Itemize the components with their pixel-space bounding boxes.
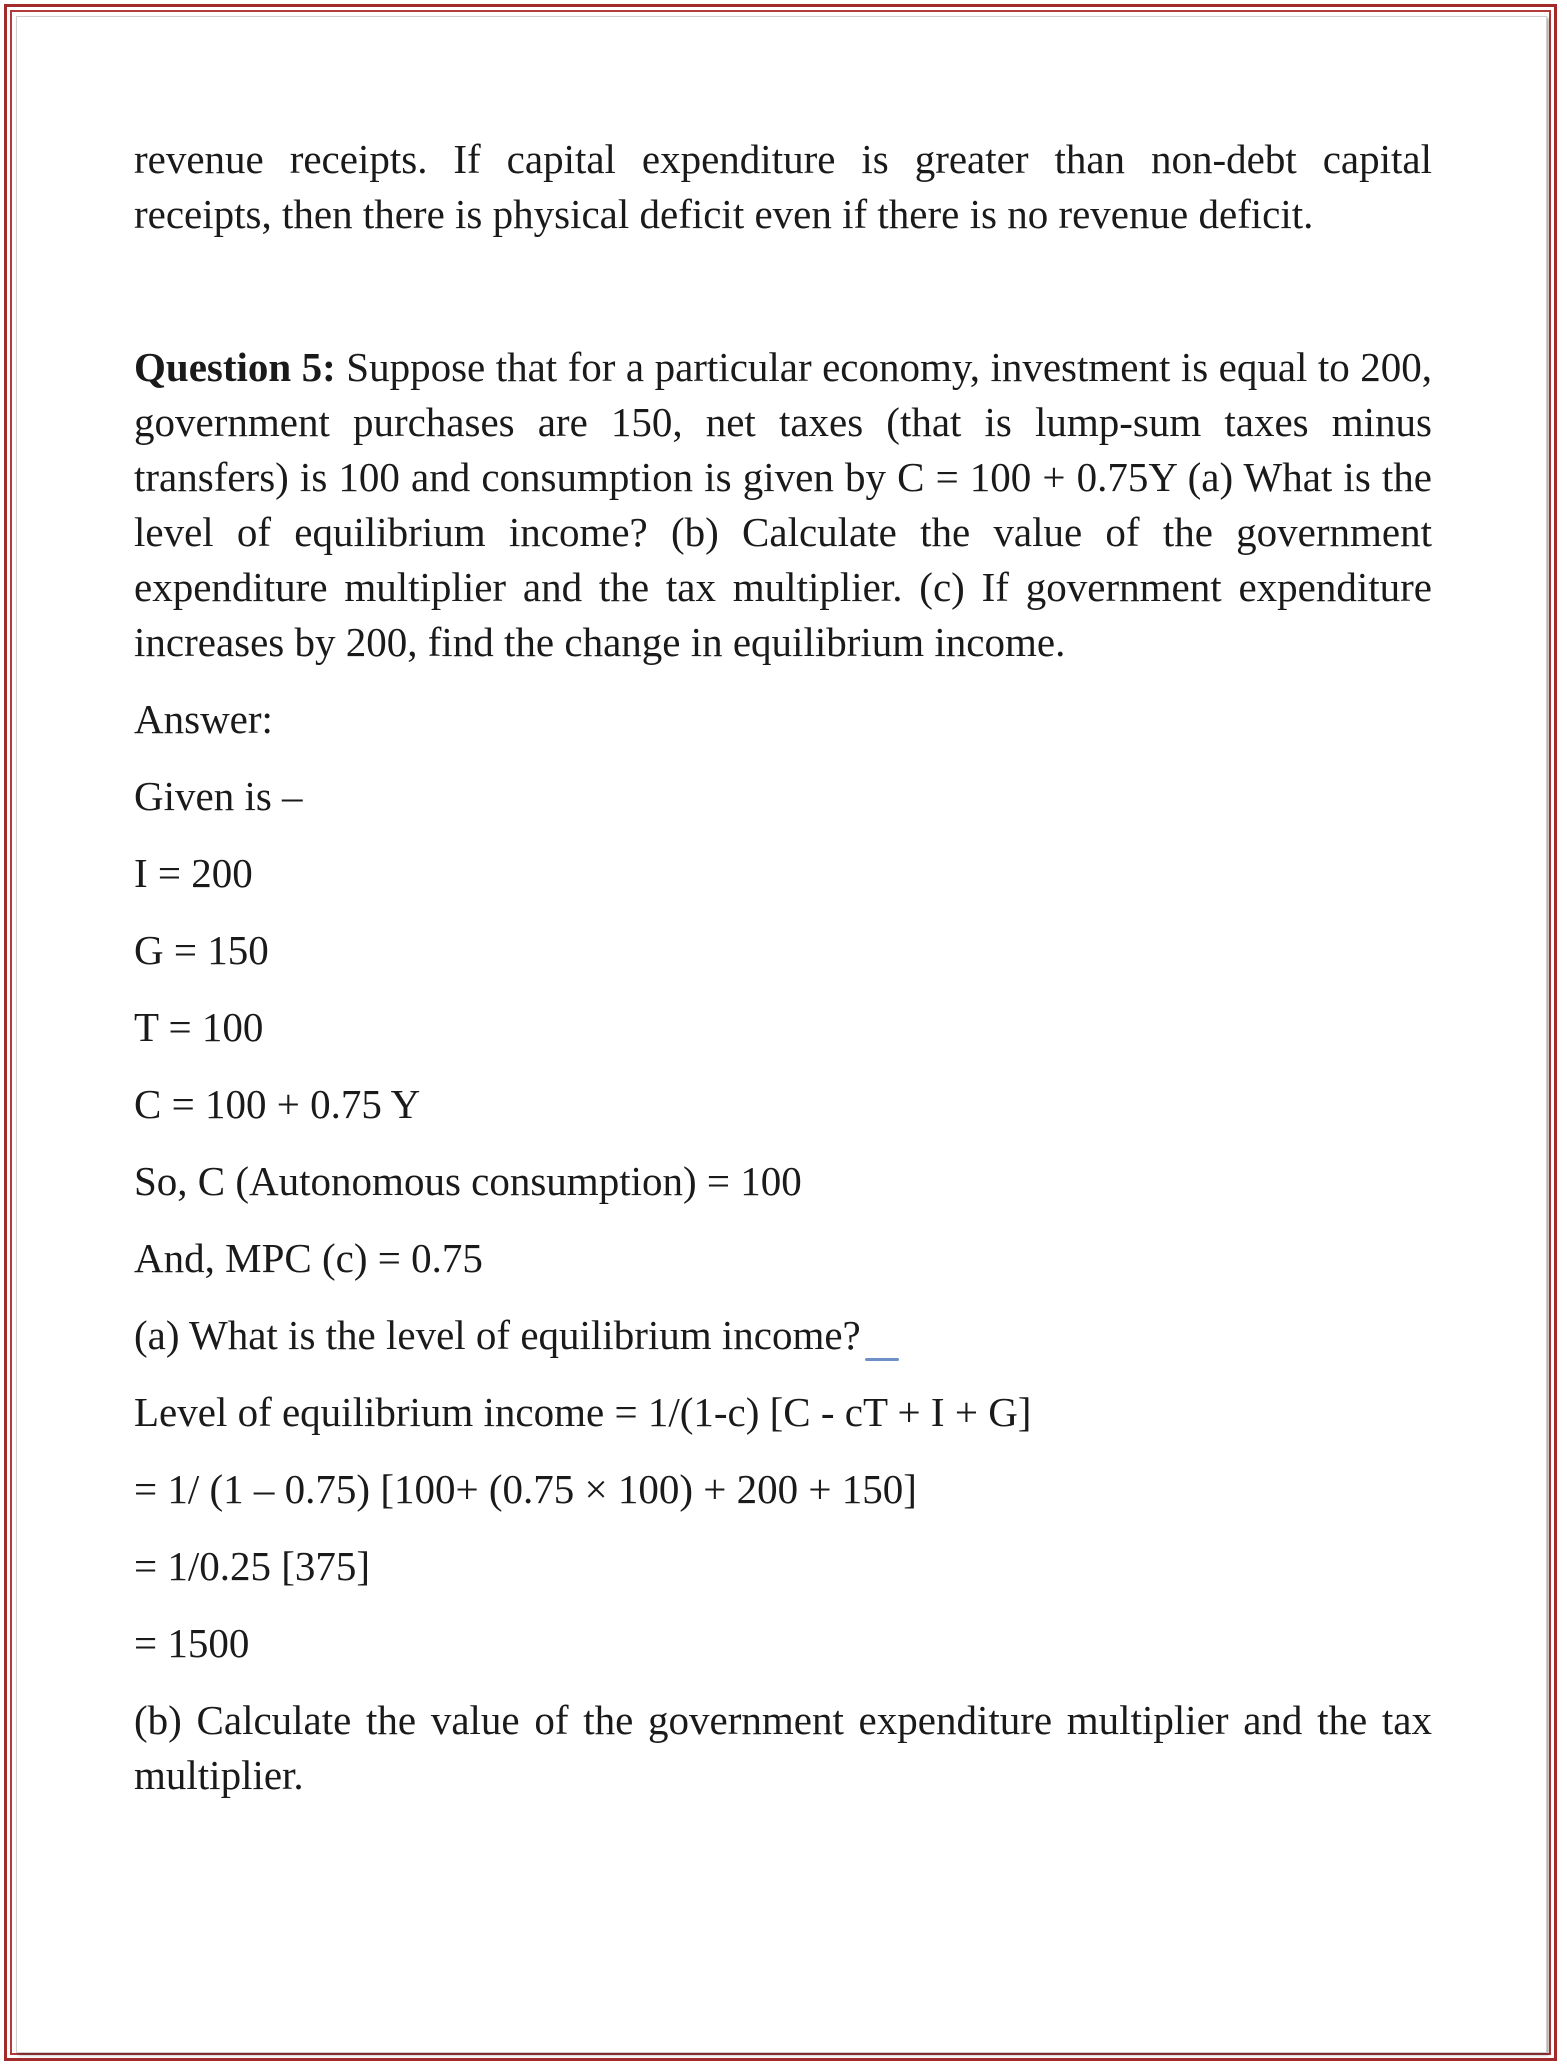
part-a-question-text: (a) What is the level of equilibrium income?: [134, 1312, 861, 1358]
part-b-question: (b) Calculate the value of the government expenditure multiplier and the tax multiplier.: [134, 1697, 1432, 1798]
intro-paragraph: revenue receipts. If capital expenditure is greater than non-debt capital receipts, then there is physical deficit even if there is no revenue deficit.: [134, 136, 1432, 237]
part-a-step-3: = 1/0.25 [375]: [134, 1543, 371, 1589]
part-a-step-1: Level of equilibrium income = 1/(1-c) [C - cT + I + G]: [134, 1389, 1032, 1435]
document-body: [134, 132, 1432, 1803]
given-government: G = 150: [134, 927, 269, 973]
given-investment: I = 200: [134, 850, 253, 896]
pen-mark: [865, 1358, 899, 1361]
part-a-question: [134, 1308, 1432, 1363]
answer-heading: Answer:: [134, 696, 273, 742]
given-heading: Given is –: [134, 773, 303, 819]
part-a-step-2: = 1/ (1 – 0.75) [100+ (0.75 × 100) + 200 + 150]: [134, 1466, 917, 1512]
part-a-step-4: = 1500: [134, 1620, 250, 1666]
given-consumption: C = 100 + 0.75 Y: [134, 1081, 421, 1127]
question-label: Question 5:: [134, 344, 336, 390]
given-taxes: T = 100: [134, 1004, 264, 1050]
question-paragraph: [134, 340, 1432, 670]
question-text: Suppose that for a particular economy, investment is equal to 200, government purchases are 150, net taxes (that is lump-sum taxes minus transfers) is 100 and consumption is given by C = 100 + 0.75Y (a) What is the level of equilibrium income? (b) Calculate the value of the government expenditure multiplier and the tax multiplier. (c) If government expenditure increases by 200, find the change in equilibrium income.: [134, 344, 1432, 665]
mpc-value: And, MPC (c) = 0.75: [134, 1235, 483, 1281]
autonomous-consumption: So, C (Autonomous consumption) = 100: [134, 1158, 802, 1204]
